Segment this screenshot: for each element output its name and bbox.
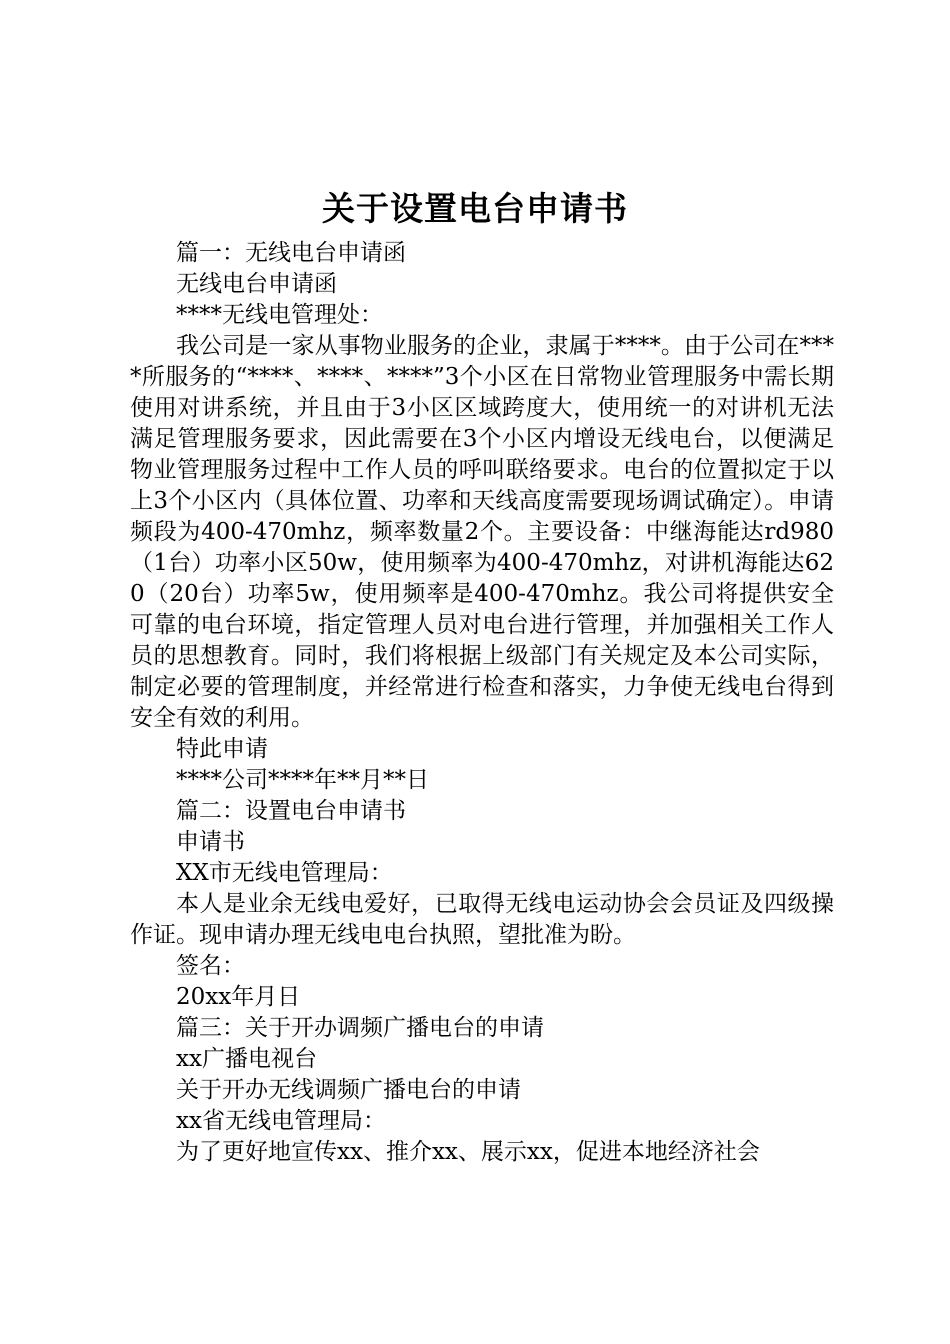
document-title: 关于设置电台申请书	[322, 189, 628, 228]
salutation-1: ****无线电管理处：	[176, 302, 383, 328]
signature-date-1: ****公司****年**月**日	[176, 767, 429, 793]
section-heading-2: 篇二：设置电台申请书	[176, 798, 406, 824]
body-paragraph-3: 为了更好地宣传xx、推介xx、展示xx，促进本地经济社会	[176, 1139, 760, 1165]
closing-1: 特此申请	[176, 736, 268, 762]
document-body	[130, 238, 834, 1168]
letter-title-3: 关于开办无线调频广播电台的申请	[176, 1077, 521, 1103]
section-heading-1: 篇一：无线电台申请函	[176, 240, 406, 266]
salutation-3: xx省无线电管理局：	[176, 1108, 386, 1134]
body-paragraph-2: 本人是业余无线电爱好，已取得无线电运动协会会员证及四级操作证。现申请办理无线电电台执照，望批准为盼。	[130, 891, 834, 948]
signature-line-2: 签名：	[176, 953, 245, 979]
letter-title-1: 无线电台申请函	[176, 271, 337, 297]
section-heading-3: 篇三：关于开办调频广播电台的申请	[176, 1015, 544, 1041]
letter-title-2: 申请书	[176, 829, 245, 855]
date-line-2: 20xx年月日	[176, 984, 301, 1010]
sender-org-3: xx广播电视台	[176, 1046, 317, 1072]
body-paragraph-1: 我公司是一家从事物业服务的企业，隶属于****。由于公司在****所服务的“****、****、****”3个小区在日常物业管理服务中需长期使用对讲系统，并且由于3小区区域跨度大，使用统一的对讲机无法满足管理服务要求，因此需要在3个小区内增设无线电台，以便满足物业管理服务过程中工作人员的呼叫联络要求。电台的位置拟定于以上3个小区内（具体位置、功率和天线高度需要现场调试确定）。申请频段为400-470mhz，频率数量2个。主要设备：中继海能达rd980（1台）功率小区50w，使用频率为400-470mhz，对讲机海能达620（20台）功率5w，使用频率是400-470mhz。我公司将提供安全可靠的电台环境，指定管理人员对电台进行管理，并加强相关工作人员的思想教育。同时，我们将根据上级部门有关规定及本公司实际，制定必要的管理制度，并经常进行检查和落实，力争使无线电台得到安全有效的利用。	[130, 333, 834, 731]
salutation-2: XX市无线电管理局：	[176, 860, 393, 886]
